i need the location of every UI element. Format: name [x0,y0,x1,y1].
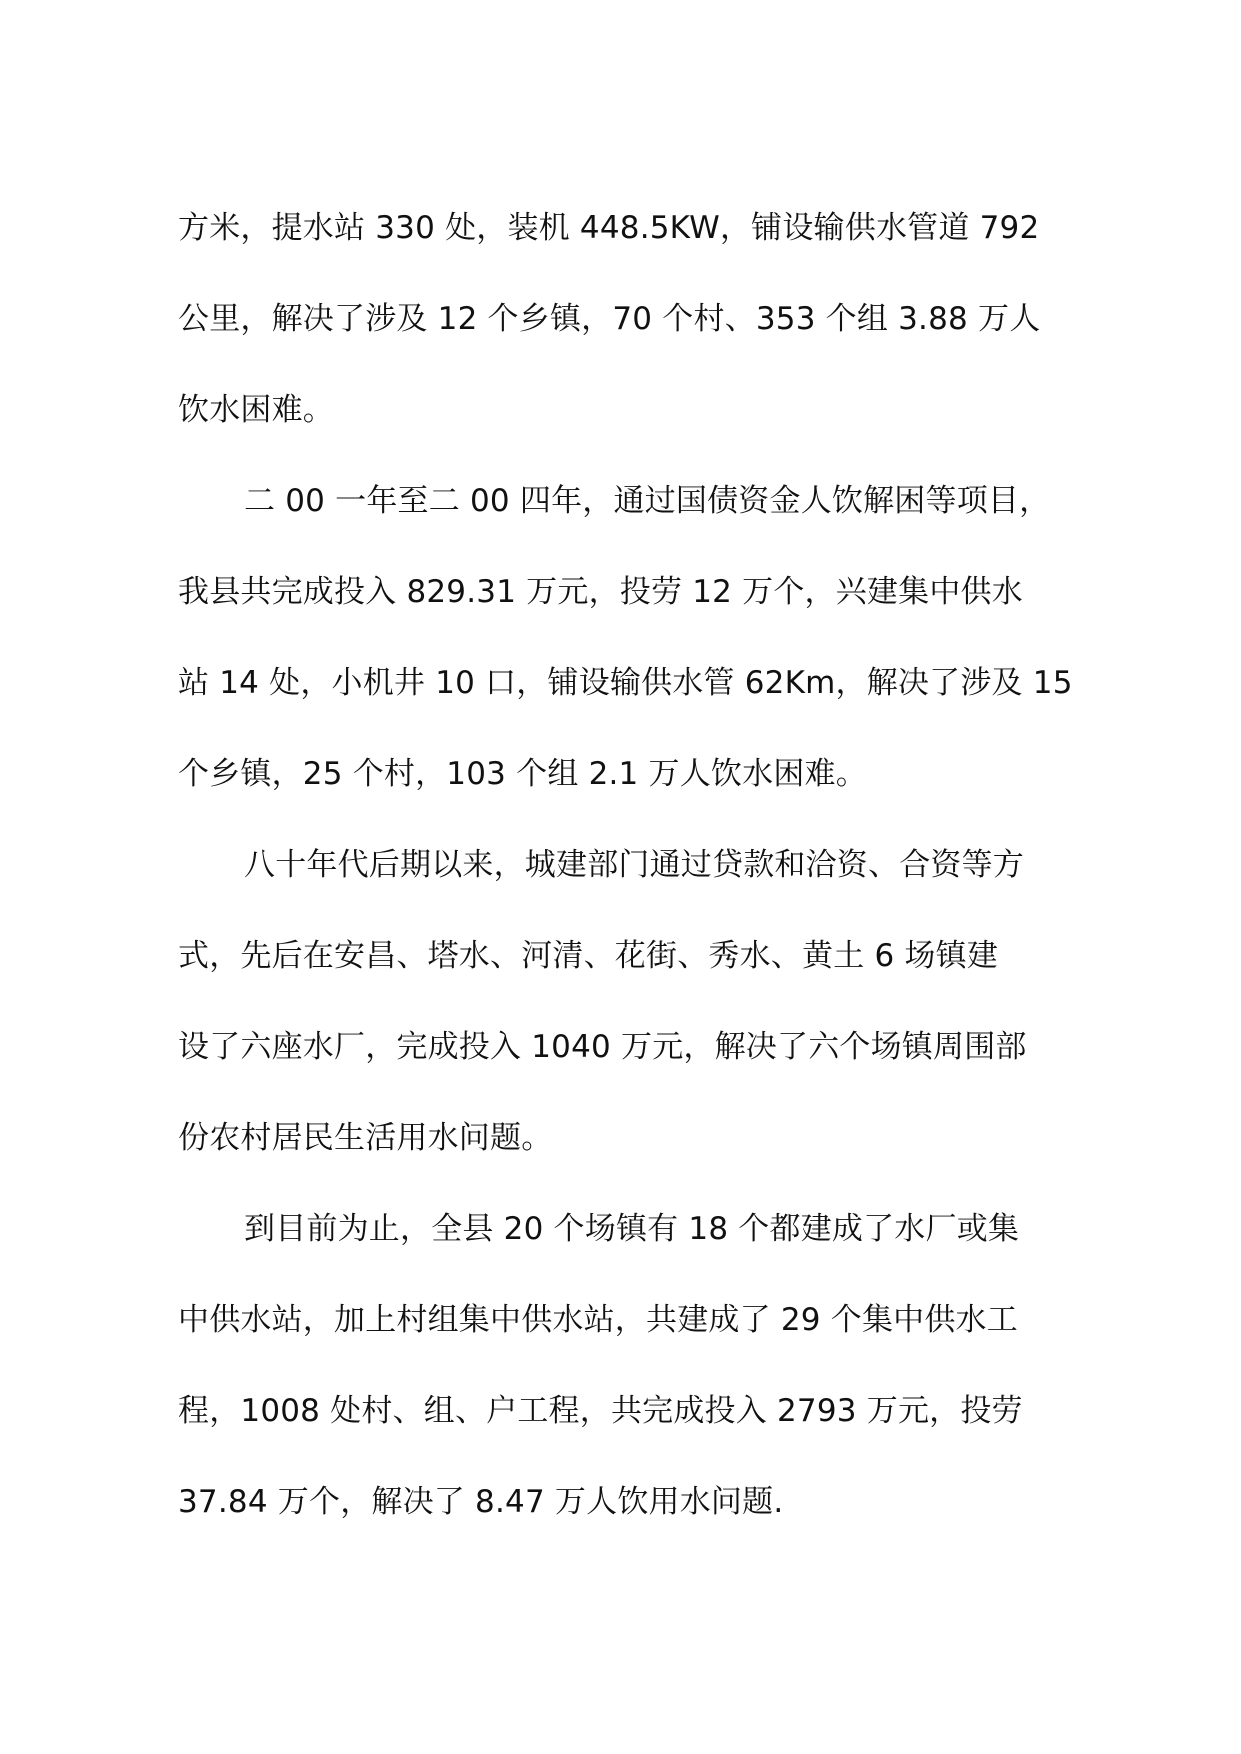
document-body [178,196,1078,1561]
text-line: 我县共完成投入 829.31 万元，投劳 12 万个，兴建集中供水 [178,574,1023,610]
text-line: 到目前为止，全县 20 个场镇有 18 个都建成了水厂或集 [244,1211,1020,1247]
text-line: 公里，解决了涉及 12 个乡镇，70 个村、353 个组 3.88 万人 [178,301,1041,337]
text-line: 站 14 处，小机井 10 口，铺设输供水管 62Km，解决了涉及 15 [178,665,1073,701]
text-line: 份农村居民生活用水问题。 [178,1120,553,1156]
text-line: 设了六座水厂，完成投入 1040 万元，解决了六个场镇周围部 [178,1029,1027,1065]
paragraph-3 [178,833,1078,1197]
text-line: 八十年代后期以来，城建部门通过贷款和洽资、合资等方 [244,847,1024,883]
text-line: 37.84 万个，解决了 8.47 万人饮用水问题. [178,1484,784,1520]
paragraph-1 [178,196,1078,469]
text-line: 程，1008 处村、组、户工程，共完成投入 2793 万元，投劳 [178,1393,1023,1429]
text-line: 二 00 一年至二 00 四年，通过国债资金人饮解困等项目， [244,483,1051,519]
paragraph-4 [178,1197,1078,1561]
text-line: 式，先后在安昌、塔水、河清、花街、秀水、黄土 6 场镇建 [178,938,999,974]
text-line: 饮水困难。 [178,392,334,428]
text-line: 中供水站，加上村组集中供水站，共建成了 29 个集中供水工 [178,1302,1018,1338]
paragraph-2 [178,469,1078,833]
text-line: 方米，提水站 330 处，装机 448.5KW，铺设输供水管道 792 [178,210,1040,246]
text-line: 个乡镇，25 个村，103 个组 2.1 万人饮水困难。 [178,756,867,792]
